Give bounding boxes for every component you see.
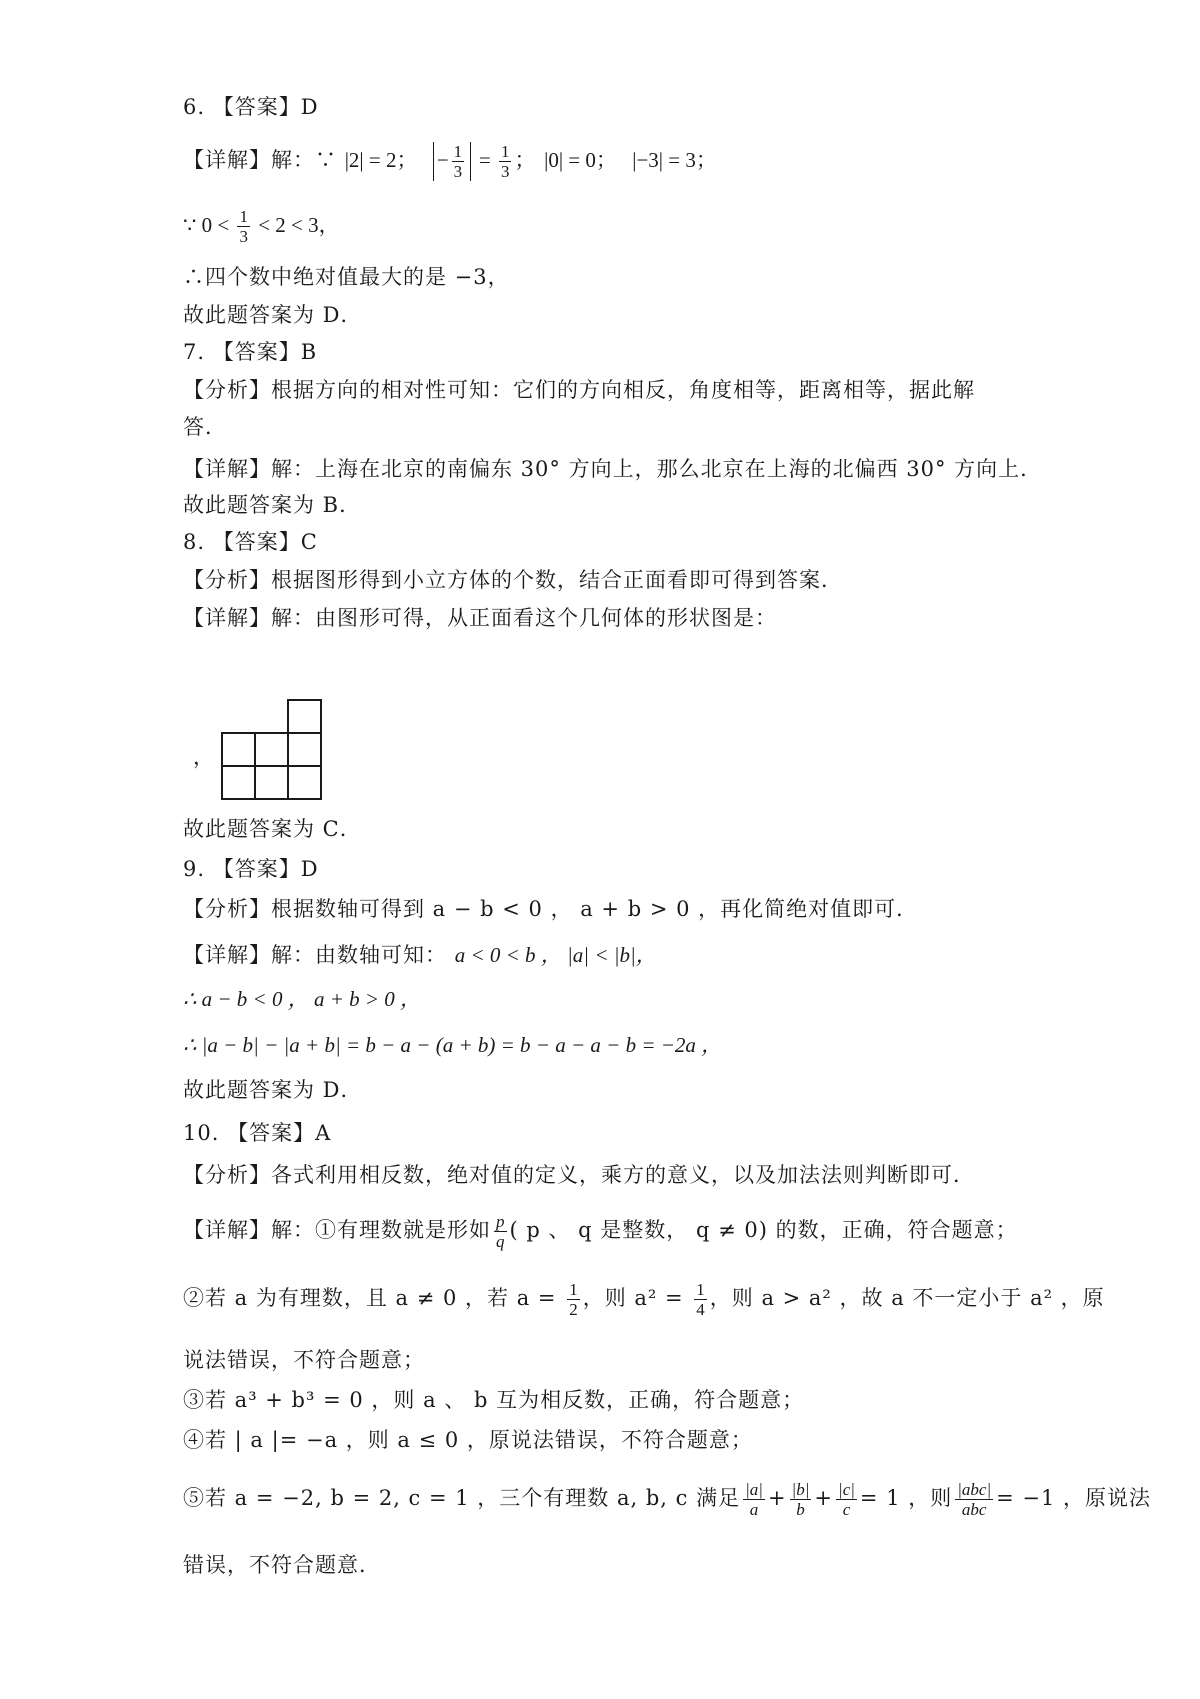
q6-abs-0: |0| = 0； (544, 148, 617, 172)
q10-analysis: 【分析】各式利用相反数，绝对值的定义，乘方的意义，以及加法法则判断即可． (183, 1163, 975, 1187)
q10-half: $\frac{1}{2}$ (569, 1280, 578, 1319)
q10-detail-2-cont: 说法错误，不符合题意； (183, 1348, 425, 1372)
cell-bot-3 (288, 766, 321, 799)
q8-analysis: 【分析】根据图形得到小立方体的个数，结合正面看即可得到答案． (183, 568, 843, 592)
q6-answer: 6. 【答案】D (183, 95, 319, 119)
cell-bot-2 (255, 766, 288, 799)
q6-abs-neg3: |−3| = 3； (632, 148, 717, 172)
q6-l2-frac: $\frac{1}{3}$ (239, 207, 248, 246)
q7-analysis-2: 答． (183, 415, 227, 439)
q7-analysis-1: 【分析】根据方向的相对性可知：它们的方向相反，角度相等，距离相等，据此解 (183, 378, 975, 402)
q6-detail-prefix: 【详解】解：∵ (183, 148, 337, 172)
q10-quarter: $\frac{1}{4}$ (696, 1280, 705, 1319)
cell-mid-1 (222, 733, 255, 766)
q9-answer: 9. 【答案】D (183, 857, 319, 881)
q6-semicolon: ； (514, 148, 537, 172)
q6-frac: $\frac{1}{3}$ (500, 142, 510, 181)
q6-line3: ∴四个数中绝对值最大的是 −3， (183, 265, 510, 289)
q6-eq: = (478, 148, 496, 172)
q10-answer: 10. 【答案】A (183, 1121, 332, 1145)
q8-detail: 【详解】解：由图形可得，从正面看这个几何体的形状图是： (183, 606, 777, 630)
q10-d1a: 【详解】解：①有理数就是形如 (183, 1218, 491, 1242)
q6-l2b: < 2 < 3， (252, 213, 340, 237)
q10-detail-2 (183, 1280, 1105, 1319)
q9-conclusion: 故此题答案为 D． (183, 1078, 363, 1102)
q10-detail-4: ④若 | a |= −a ，则 a ≤ 0 ，原说法错误，不符合题意； (183, 1428, 753, 1452)
q10-d2c: ，则 a > a² ，故 a 不一定小于 a² ，原 (709, 1286, 1105, 1310)
q10-d5c: = −1 ，原说法 (996, 1486, 1152, 1510)
q10-frac-b: $\frac{|b|}{b}$ (791, 1480, 810, 1519)
q10-detail-1 (183, 1212, 1018, 1251)
q7-answer: 7. 【答案】B (183, 340, 318, 364)
cell-mid-3 (288, 733, 321, 766)
q8-comma: ， (193, 745, 214, 769)
q9-step1: ∴ a − b < 0 ， a + b > 0 ， (183, 987, 422, 1011)
q9-step2: ∴ |a − b| − |a + b| = b − a − (a + b) = b − a − a − b = −2a ， (183, 1033, 723, 1057)
front-view-figure (183, 695, 323, 809)
q10-d5b: = 1 ，则 (859, 1486, 953, 1510)
q8-answer: 8. 【答案】C (183, 530, 318, 554)
q9-detail-math: a < 0 < b ， |a| < |b|， (454, 943, 657, 967)
q9-detail (183, 940, 657, 970)
q9-detail-prefix: 【详解】解：由数轴可知： (183, 943, 447, 967)
q10-frac-abc: $\frac{\text{|abc|}}{\text{abc}}$ (957, 1480, 992, 1519)
q9-analysis: 【分析】根据数轴可得到 a − b < 0 ， a + b > 0 ，再化简绝对值即可． (183, 897, 919, 921)
q10-pq-frac: $\frac{p}{q}$ (496, 1212, 505, 1251)
cell-top-right (288, 700, 321, 733)
cell-bot-1 (222, 766, 255, 799)
q10-d2b: ，则 a² = (582, 1286, 692, 1310)
q10-d1b: ( p 、 q 是整数， q ≠ 0) 的数，正确，符合题意； (509, 1218, 1018, 1242)
q10-detail-3: ③若 a³ + b³ = 0 ，则 a 、 b 互为相反数，正确，符合题意； (183, 1388, 805, 1412)
q10-detail-5-cont: 错误，不符合题意． (183, 1553, 381, 1577)
q10-d5a: ⑤若 a = −2, b = 2, c = 1 ，三个有理数 a, b, c 满足 (183, 1486, 741, 1510)
q10-frac-a: $\frac{|a|}{a}$ (745, 1480, 763, 1519)
q8-conclusion: 故此题答案为 C． (183, 817, 362, 841)
q6-l2a: ∵ 0 < (183, 213, 235, 237)
cell-mid-2 (255, 733, 288, 766)
q7-detail: 【详解】解：上海在北京的南偏东 30° 方向上，那么北京在上海的北偏西 30° 方向上． (183, 457, 1043, 481)
q10-detail-5: ⑤若 a = −2, b = 2, c = 1 ，三个有理数 a, b, c 满足 $\frac{|a|}{a}$ + $\frac{|b|}{b}$ + $\frac{|c|}{c}$ = 1 ，则 $\frac{\text{|abc|}}{\text{abc}}$ = −1 ，原说法 (183, 1480, 1152, 1519)
q10-frac-c: $\frac{|c|}{c}$ (838, 1480, 855, 1519)
q6-abs-neg-third: − $\frac{1}{3}$ (433, 142, 471, 181)
q7-conclusion: 故此题答案为 B． (183, 493, 362, 517)
q6-detail-line1 (183, 142, 717, 181)
q6-line2 (183, 207, 340, 246)
q6-conclusion: 故此题答案为 D． (183, 303, 363, 327)
q6-abs-2: |2| = 2； (344, 148, 418, 172)
q10-d2a: ②若 a 为有理数，且 a ≠ 0 ，若 a = (183, 1286, 565, 1310)
